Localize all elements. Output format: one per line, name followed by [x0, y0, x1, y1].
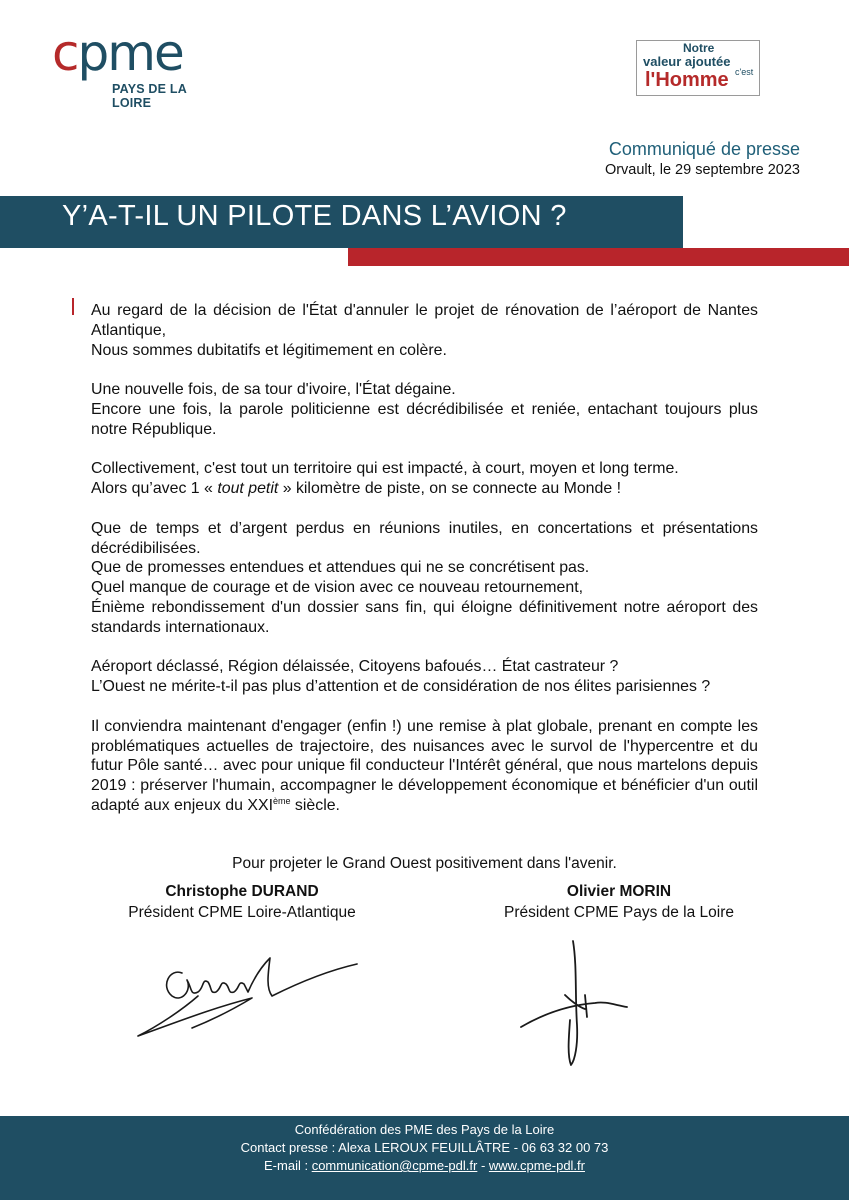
logo-letter-c: c [52, 24, 78, 82]
superscript: ème [273, 795, 291, 806]
footer-contact-line: Contact presse : Alexa LEROUX FEUILLÂTRE - 06 63 32 00 73 [240, 1140, 609, 1155]
paragraph [91, 301, 758, 360]
footer-org-line: Confédération des PME des Pays de la Loire [294, 1122, 555, 1137]
signature-durand [132, 948, 372, 1048]
badge-line-4: l'Homme [645, 69, 729, 91]
signatory-role: Président CPME Pays de la Loire [503, 904, 735, 921]
text-fragment: Alors qu’avec 1 « [91, 480, 218, 498]
text-line: Aéroport déclassé, Région délaissée, Citoyens bafoués… État castrateur ? [91, 658, 619, 676]
text-line: Collectivement, c'est tout un territoire qui est impacté, à court, moyen et long terme. [91, 460, 679, 478]
paragraph [91, 717, 758, 816]
press-release-body [91, 301, 758, 836]
badge-line-2: valeur ajoutée [643, 54, 731, 69]
text-line: Quel manque de courage et de vision avec ce nouveau retournement, [91, 579, 584, 597]
text-cursor-mark [72, 298, 74, 315]
page-title: Y’A-T-IL UN PILOTE DANS L’AVION ? [62, 200, 567, 232]
signatory-name: Olivier MORIN [566, 883, 672, 900]
text-line [91, 479, 758, 499]
paragraph [91, 380, 758, 439]
communique-label: Communiqué de presse [608, 139, 800, 159]
text-line: Que de temps et d’argent perdus en réunions inutiles, en concertations et présentations décrédibilisées. [91, 519, 758, 557]
title-accent-bar [348, 248, 849, 266]
logo-letters-pme: pme [77, 24, 183, 82]
slogan-badge [636, 40, 760, 96]
paragraph [91, 519, 758, 638]
text-fragment: Il conviendra maintenant d'engager (enfin !) une remise à plat globale, prenant en compte les problématiques actuelles de trajectoire, des nuisances avec le survol de l'hypercentre et du futur Pôle santé… avec pour unique fil conducteur l'Intérêt général, que nous martelons depuis 2019 : préserver l'humain, accompagner le développement économique et bénéficier d'un outil adapté aux enjeux du XXI [91, 717, 758, 814]
footer-separator: - [477, 1158, 489, 1173]
badge-line-3: c'est [735, 67, 754, 77]
email-link[interactable]: communication@cpme-pdl.fr [311, 1158, 478, 1173]
text-line: Au regard de la décision de l'État d'annuler le projet de rénovation de l’aéroport de Nantes Atlantique, [91, 302, 758, 339]
paragraph [91, 459, 758, 499]
footer-links-line [0, 1158, 849, 1173]
badge-line-1: Notre [683, 41, 715, 55]
text-line: L’Ouest ne mérite-t-il pas plus d’attention et de considération de nos élites parisiennes ? [91, 678, 711, 696]
text-line: Énième rebondissement d'un dossier sans fin, qui éloigne définitivement notre aéroport des standards internationaux. [91, 598, 758, 636]
website-link[interactable]: www.cpme-pdl.fr [488, 1158, 585, 1173]
text-line: Nous sommes dubitatifs et légitimement en colère. [91, 341, 447, 359]
signatory-name: Christophe DURAND [165, 883, 319, 900]
date-line: Orvault, le 29 septembre 2023 [604, 162, 800, 178]
footer [0, 1116, 849, 1200]
text-line: Encore une fois, la parole politicienne est décrédibilisée et reniée, entachant toujours plus notre République. [91, 400, 758, 438]
text-fragment: siècle. [290, 796, 340, 814]
text-fragment: » kilomètre de piste, on se connecte au Monde ! [278, 480, 622, 498]
logo-subtitle: PAYS DE LA LOIRE [112, 82, 187, 110]
email-label: E-mail : [264, 1158, 312, 1173]
signature-morin [515, 935, 635, 1075]
text-line: Que de promesses entendues et attendues qui ne se concrétisent pas. [91, 559, 590, 577]
text-line: Une nouvelle fois, de sa tour d'ivoire, l'État dégaine. [91, 381, 456, 399]
cpme-logo [52, 24, 222, 110]
italic-fragment: tout petit [217, 480, 279, 498]
paragraph [91, 657, 758, 697]
closing-line: Pour projeter le Grand Ouest positivement dans l'avenir. [232, 855, 617, 872]
signatory-role: Président CPME Loire-Atlantique [128, 904, 356, 921]
